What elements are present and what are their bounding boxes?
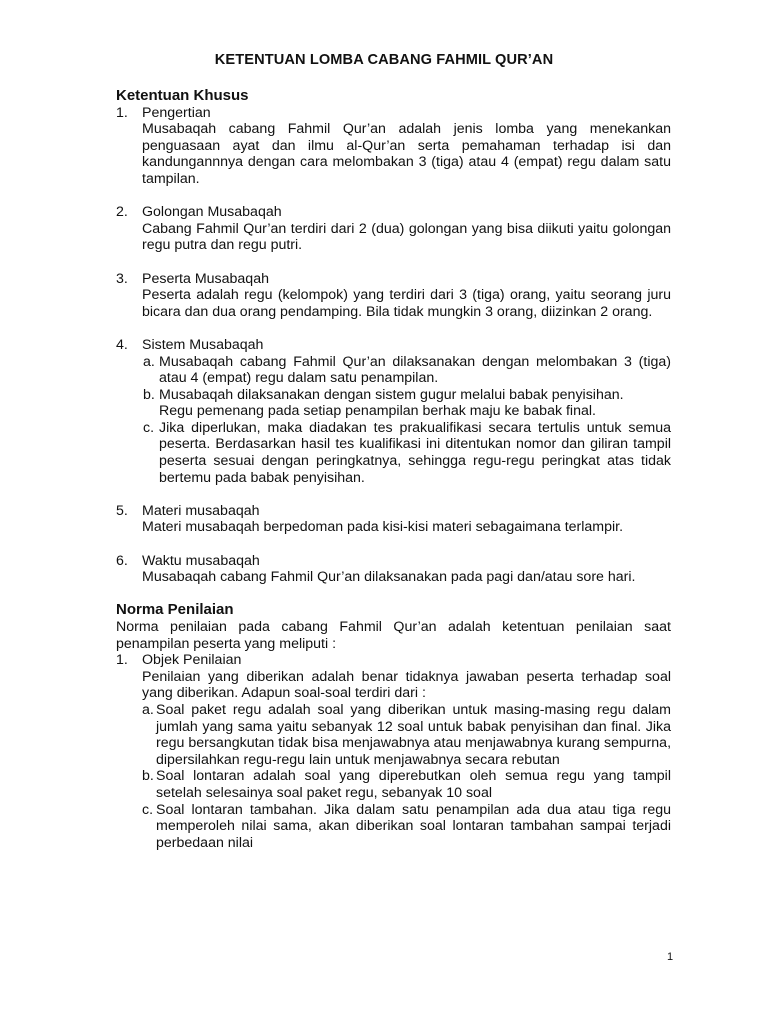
item-text: Musabaqah cabang Fahmil Qur’an dilaksanakan pada pagi dan/atau sore hari. [142,569,636,586]
sub-item [142,420,671,486]
item-text: Penilaian yang diberikan adalah benar tidaknya jawaban peserta terhadap soal yang diberikan. Adapun soal-soal terdiri dari : [142,668,671,702]
sub-item-text: Soal lontaran adalah soal yang diperebutkan oleh semua regu yang tampil setelah selesainya soal paket regu, sebanyak 10 soal [156,768,671,801]
sub-item-text: Musabaqah dilaksanakan dengan sistem gugur melalui babak penyisihan. [159,386,624,403]
page-number: 1 [667,951,674,963]
sub-item-text: Soal paket regu adalah soal yang diberikan untuk masing-masing regu dalam jumlah yang sama yaitu sebanyak 12 soal untuk babak penyisihan dan final. Jika regu bersangkutan tidak bisa menjawabnya atau menjawabnya kurang sempurna, dipersilahkan regu-regu lain untuk menjawabnya secara rebutan [156,701,672,768]
item-number: 5. [116,502,128,519]
sub-item [142,387,671,420]
list-item [116,271,671,321]
sub-item-text-continued: Regu pemenang pada setiap penampilan berhak maju ke babak final. [159,403,596,420]
sub-item-letter: b. [142,768,154,785]
item-heading: Golongan Musabaqah [142,204,282,221]
sub-item-letter: a. [142,701,154,718]
list-item [116,553,671,586]
sub-item-text: Soal lontaran tambahan. Jika dalam satu penampilan ada dua atau tiga regu memperoleh nilai sama, akan diberikan soal lontaran tambahan sampai terjadi perbedaan nilai [156,801,671,851]
item-text: Materi musabaqah berpedoman pada kisi-kisi materi sebagaimana terlampir. [142,519,624,536]
item-number: 6. [116,552,128,569]
item-number: 4. [116,336,128,353]
list-item [116,503,671,536]
sub-item-letter: c. [143,419,155,436]
item-heading: Waktu musabaqah [142,552,260,569]
item-heading: Peserta Musabaqah [142,270,269,287]
list-item [116,105,671,188]
item-text: Musabaqah cabang Fahmil Qur’an adalah jenis lomba yang menekankan penguasaan ayat dan ilmu al-Qur’an serta pemahaman terhadap isi dan kandungannnya dengan cara melombakan 3 (tiga) atau 4 (empat) regu dalam satu tampilan. [142,121,671,187]
item-heading: Sistem Musabaqah [142,336,264,353]
section-intro: Norma penilaian pada cabang Fahmil Qur’an adalah ketentuan penilaian saat penampilan peserta yang meliputi : [116,619,671,652]
item-text: Cabang Fahmil Qur’an terdiri dari 2 (dua) golongan yang bisa diikuti yaitu golongan regu putra dan regu putri. [142,220,671,254]
list-item [116,337,671,486]
item-heading: Pengertian [142,104,211,121]
item-number: 1. [116,652,128,669]
sub-item-text: Musabaqah cabang Fahmil Qur’an dilaksanakan dengan melombakan 3 (tiga) atau 4 (empat) regu dalam satu penampilan. [159,353,671,387]
item-number: 2. [116,204,128,221]
sub-item [142,768,671,801]
sub-item [142,354,671,387]
list-item [116,204,671,254]
sub-item-letter: a. [143,353,155,370]
item-number: 3. [116,270,128,287]
sub-item [142,802,671,852]
item-number: 1. [116,104,128,121]
item-heading: Objek Penilaian [142,652,242,669]
sub-item-text: Jika diperlukan, maka diadakan tes prakualifikasi secara tertulis untuk semua peserta. Berdasarkan hasil tes kualifikasi ini ditentukan nomor dan giliran tampil peserta sesuai dengan peringkatnya, sehingga regu-regu peringkat atas tidak bertemu pada babak penyisihan. [159,419,671,486]
list-item [116,652,671,851]
sub-item-letter: b. [143,386,155,403]
page-title: KETENTUAN LOMBA CABANG FAHMIL QUR’AN [214,52,554,68]
document-body [116,88,671,851]
item-heading: Materi musabaqah [142,502,260,519]
section-heading-norma-penilaian: Norma Penilaian [116,601,234,619]
sub-item [142,702,671,768]
item-text: Peserta adalah regu (kelompok) yang terdiri dari 3 (tiga) orang, yaitu seorang juru bicara dan dua orang pendamping. Bila tidak mungkin 3 orang, diizinkan 2 orang. [142,287,671,320]
section-heading-ketentuan-khusus: Ketentuan Khusus [116,87,249,104]
sub-item-letter: c. [142,801,154,818]
